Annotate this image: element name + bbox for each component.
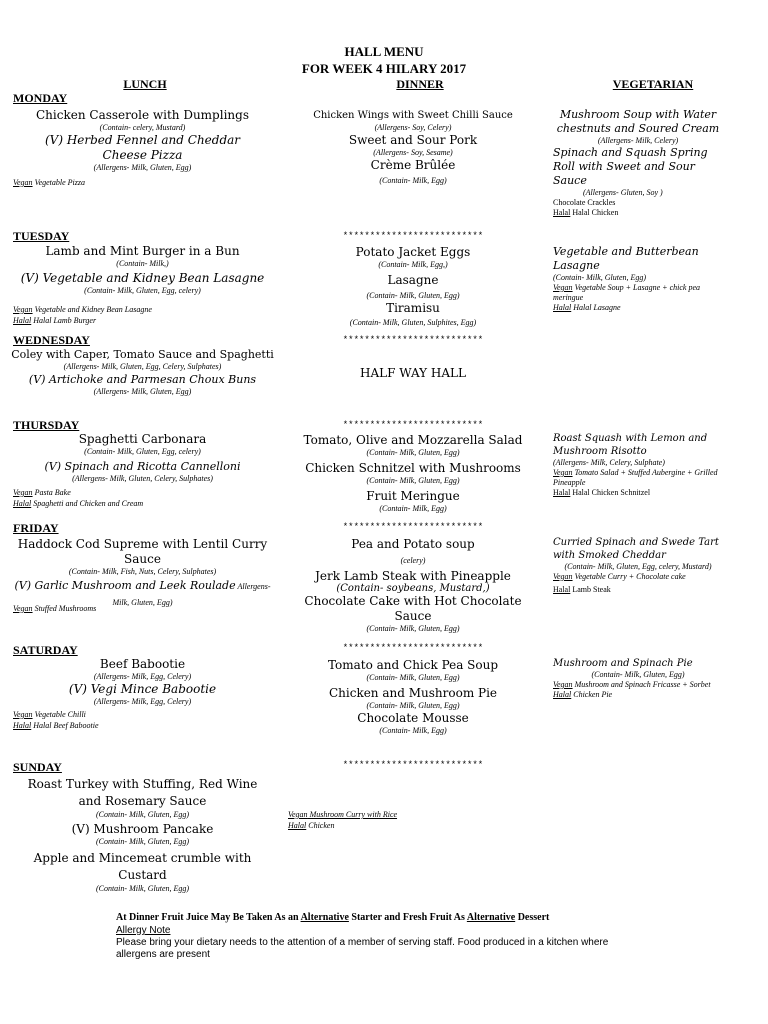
halal-dish: Halal Lamb Burger [31,316,97,325]
allergen-note: (Allergens- Milk, Celery, Sulphate) [553,458,665,467]
saturday-lunch [10,657,275,707]
allergen-note: (Contain- Milk, Fish, Nuts, Celery, Sulphates) [68,567,217,576]
allergen-note: (Contain- Milk, Gluten, Egg, celery) [84,447,201,456]
allergen-note: (Allergens- Milk, Celery) [597,136,679,145]
menu-dish: Vegetable and Butterbean Lasagne [553,245,699,272]
halal-line [553,208,723,218]
allergen-note: (Contain- Milk, Gluten, Egg) [366,624,460,633]
saturday-lunch-halal [13,721,99,731]
allergen-note: (Contain- Milk,) [116,259,169,268]
allergen-note: (Allergens- Milk, Gluten, Egg) [93,163,192,172]
allergy-note-title: Allergy Note [116,925,171,936]
allergy-note-text: Please bring your dietary needs to the attention of a member of serving staff. Food produced in a kitchen where allergens are present [116,937,609,960]
friday-lunch-vegan [13,604,96,614]
menu-dish: Roast Turkey with Stuffing, Red Wine and Rosemary Sauce [27,777,258,808]
thursday-lunch-vegan [13,488,71,498]
halal-line [553,488,723,498]
menu-dish: Tomato and Chick Pea Soup [327,658,499,672]
menu-dish: Apple and Mincemeat crumble with Custard [33,851,252,882]
allergen-note: (Contain- Milk, Egg) [379,726,447,735]
vegan-label: Vegan [553,572,573,581]
halal-label: Halal [553,488,571,497]
monday-dinner [288,108,538,186]
vegan-dish: Stuffed Mushrooms [32,604,97,613]
allergen-note: (Contain- Milk, Egg) [379,504,447,513]
allergen-note: (Contain- Milk, Egg) [379,176,447,185]
vegan-line [553,283,723,303]
vegan-dish: Vegetable Pizza [32,178,85,187]
vegan-dish: Mushroom and Spinach Fricasse + Sorbet [572,680,711,689]
menu-dish: Tiramisu [386,301,440,315]
halal-label: Halal [288,821,307,830]
vegan-label: Vegan [553,283,573,292]
menu-dish: Crème Brûlée [370,158,456,172]
allergen-note: (Allergens- Milk, Egg, Celery) [93,697,192,706]
halal-label: Halal [553,585,571,594]
thursday-vegetarian [553,432,723,498]
menu-dish: Coley with Caper, Tomato Sauce and Spaghetti [11,348,274,361]
alternative-note-part: Starter and Fresh Fruit As [348,912,467,923]
vegan-line [553,468,723,488]
allergen-note: Allergens- Milk, Gluten, Egg) [112,582,271,607]
day-thursday: THURSDAY [13,418,80,432]
column-header-vegetarian: VEGETARIAN [612,77,694,91]
allergen-note: (Allergens- Milk, Egg, Celery) [93,672,192,681]
menu-dish: Curried Spinach and Swede Tart with Smoked Cheddar [553,537,719,561]
menu-dish: (V) Vegi Mince Babootie [68,682,217,696]
halal-label: Halal [553,208,571,217]
halal-dish: Lamb Steak [570,585,611,594]
halal-line [553,303,723,313]
menu-extra: Chocolate Crackles [553,198,616,207]
half-way-hall: HALF WAY HALL [360,366,466,380]
allergen-note: (Allergens- Soy, Celery) [374,123,452,132]
saturday-vegetarian [553,657,723,700]
thursday-lunch-halal [13,499,143,509]
allergen-note: (Contain- Milk, Gluten, Egg) [95,884,190,893]
day-wednesday: WEDNESDAY [13,333,90,347]
tuesday-lunch-vegan [13,305,152,315]
menu-dish: (V) Spinach and Ricotta Cannelloni [44,460,241,473]
menu-dish: Chocolate Cake with Hot Chocolate Sauce [304,594,522,623]
menu-dish: (V) Vegetable and Kidney Bean Lasagne [20,271,265,285]
menu-dish: Lamb and Mint Burger in a Bun [45,244,240,258]
menu-dish: Chicken and Mushroom Pie [328,686,498,700]
halal-dish: Halal Chicken [570,208,619,217]
menu-dish: Roast Squash with Lemon and Mushroom Risotto [553,433,708,457]
menu-title: HALL MENU [344,44,424,59]
menu-dish: Haddock Cod Supreme with Lentil Curry Sauce [17,537,268,566]
menu-dish: (V) Herbed Fennel and Cheddar Cheese Pizza [44,133,241,162]
allergen-note: (Contain- celery, Mustard) [99,123,186,132]
vegan-dish: Vegetable Curry + Chocolate cake [572,572,686,581]
tuesday-vegetarian [553,245,723,313]
allergen-note: (Contain- Milk, Gluten, Egg) [366,448,460,457]
vegan-label: Vegan [553,468,573,477]
vegan-dish: Tomato Salad + Stuffed Aubergine + Grilled Pineapple [553,468,718,487]
vegan-label: Vegan [553,680,573,689]
menu-dish: Spinach and Squash Spring Roll with Sweet and Sour Sauce [553,146,708,187]
monday-lunch-vegan [13,178,85,188]
allergen-note: (Allergens- Milk, Gluten, Celery, Sulphates) [72,474,213,483]
vegan-line [553,680,723,690]
allergen-note: (Contain- Milk, Gluten, Egg, celery) [84,286,201,295]
friday-vegetarian [553,536,723,595]
menu-dish: (V) Garlic Mushroom and Leek Roulade [14,579,236,592]
allergen-note: (celery) [400,556,426,565]
vegan-dish: Vegetable Soup + Lasagne + chick pea meringue [553,283,700,302]
halal-label: Halal [13,721,32,730]
separator-stars: ************************** [342,760,484,770]
monday-vegetarian [553,108,723,218]
day-sunday: SUNDAY [13,760,62,774]
menu-dish: (V) Artichoke and Parmesan Choux Buns [28,373,257,386]
tuesday-dinner [288,245,538,328]
menu-dish: (V) Mushroom Pancake [71,822,214,836]
halal-line [553,585,723,595]
sunday-dinner-vegan [288,810,397,820]
day-tuesday: TUESDAY [13,229,70,243]
halal-dish: Chicken [306,821,335,830]
monday-lunch [10,108,275,173]
separator-stars: ************************** [342,522,484,532]
allergen-note: (Contain- Milk, Gluten, Egg) [591,670,685,679]
vegan-dish: Vegetable Chilli [32,710,86,719]
separator-stars: ************************** [342,420,484,430]
vegan-dish: Pasta Bake [32,488,71,497]
menu-dish: Sweet and Sour Pork [348,133,478,147]
allergen-note: (Contain- Milk, Gluten, Egg) [553,273,647,282]
column-header-lunch: LUNCH [123,77,167,91]
wednesday-lunch [10,347,275,397]
halal-dish: Spaghetti and Chicken and Cream [31,499,144,508]
vegan-label: Vegan [288,810,308,819]
friday-dinner [288,537,538,634]
day-monday: MONDAY [13,91,68,105]
allergen-note: (Allergens- Milk, Gluten, Egg, Celery, Sulphates) [63,362,222,371]
vegan-label: Vegan [13,488,33,497]
menu-dish: Fruit Meringue [366,489,460,503]
halal-label: Halal [553,690,572,699]
allergen-note: (Contain- Milk, Gluten, Egg) [366,476,460,485]
friday-lunch [10,537,275,608]
thursday-dinner [288,433,538,514]
tuesday-lunch [10,244,275,296]
separator-stars: ************************** [342,335,484,345]
vegan-label: Vegan [13,178,33,187]
allergen-note: (Contain- Milk, Gluten, Egg) [366,673,460,682]
menu-dish: Chocolate Mousse [357,711,469,725]
saturday-dinner [288,658,538,736]
halal-dish: Halal Chicken Schnitzel [570,488,651,497]
menu-subtitle: FOR WEEK 4 HILARY 2017 [301,61,467,76]
alternative-note [116,912,549,923]
halal-dish: Halal Lasagne [571,303,621,312]
allergen-note: (Contain- Milk, Gluten, Sulphites, Egg) [349,318,477,327]
tuesday-lunch-halal [13,316,96,326]
menu-dish: Chicken Wings with Sweet Chilli Sauce [313,110,513,121]
menu-dish: Jerk Lamb Steak with Pineapple [315,569,511,583]
sunday-lunch [10,776,275,894]
menu-dish: Mushroom Soup with Water chestnuts and Soured Cream [556,108,720,135]
allergen-note: (Contain- Milk, Egg,) [378,260,448,269]
day-saturday: SATURDAY [13,643,78,657]
halal-dish: Halal Beef Babootie [31,721,99,730]
alternative-note-part: Dessert [515,912,550,923]
vegan-line [553,572,723,582]
saturday-lunch-vegan [13,710,86,720]
day-friday: FRIDAY [13,521,59,535]
menu-dish: Spaghetti Carbonara [78,432,207,446]
allergen-note: (Contain- Milk, Gluten, Egg, celery, Mustard) [564,562,712,571]
menu-dish: Lasagne [387,273,439,287]
menu-dish: Pea and Potato soup [351,537,475,551]
allergen-note: (Contain- Milk, Gluten, Egg) [366,291,460,300]
sunday-dinner-halal [288,821,334,831]
menu-dish: Tomato, Olive and Mozzarella Salad [303,433,523,447]
column-header-dinner: DINNER [396,77,444,91]
vegan-dish: Mushroom Curry with Rice [307,810,398,819]
halal-label: Halal [13,316,32,325]
allergen-note: (Allergens- Milk, Gluten, Egg) [93,387,192,396]
menu-dish: Beef Babootie [99,657,186,671]
separator-stars: ************************** [342,231,484,241]
alternative-note-part: At Dinner Fruit Juice May Be Taken As an [116,912,301,923]
allergen-note: (Allergens- Soy, Sesame) [373,148,453,157]
allergen-note: (Allergens- Gluten, Soy ) [583,188,663,197]
menu-dish: Potato Jacket Eggs [355,245,471,259]
thursday-lunch [10,432,275,484]
halal-label: Halal [13,499,32,508]
halal-label: Halal [553,303,572,312]
vegan-label: Vegan [13,710,33,719]
halal-dish: Chicken Pie [571,690,613,699]
vegan-label: Vegan [13,305,33,314]
vegan-dish: Vegetable and Kidney Bean Lasagne [32,305,152,314]
allergen-note: (Contain- Milk, Gluten, Egg) [95,837,190,846]
menu-dish: Chicken Schnitzel with Mushrooms [305,461,521,475]
allergen-note: (Contain- Milk, Gluten, Egg) [95,810,190,819]
separator-stars: ************************** [342,643,484,653]
menu-dish: Chicken Casserole with Dumplings [36,108,249,122]
alternative-word: Alternative [300,912,349,923]
vegan-label: Vegan [13,604,33,613]
allergen-note: (Contain- Milk, Gluten, Egg) [366,701,460,710]
halal-line [553,690,723,700]
menu-dish: Mushroom and Spinach Pie [553,658,693,669]
alternative-word: Alternative [466,912,516,923]
allergen-note: (Contain- soybeans, Mustard,) [336,583,490,594]
